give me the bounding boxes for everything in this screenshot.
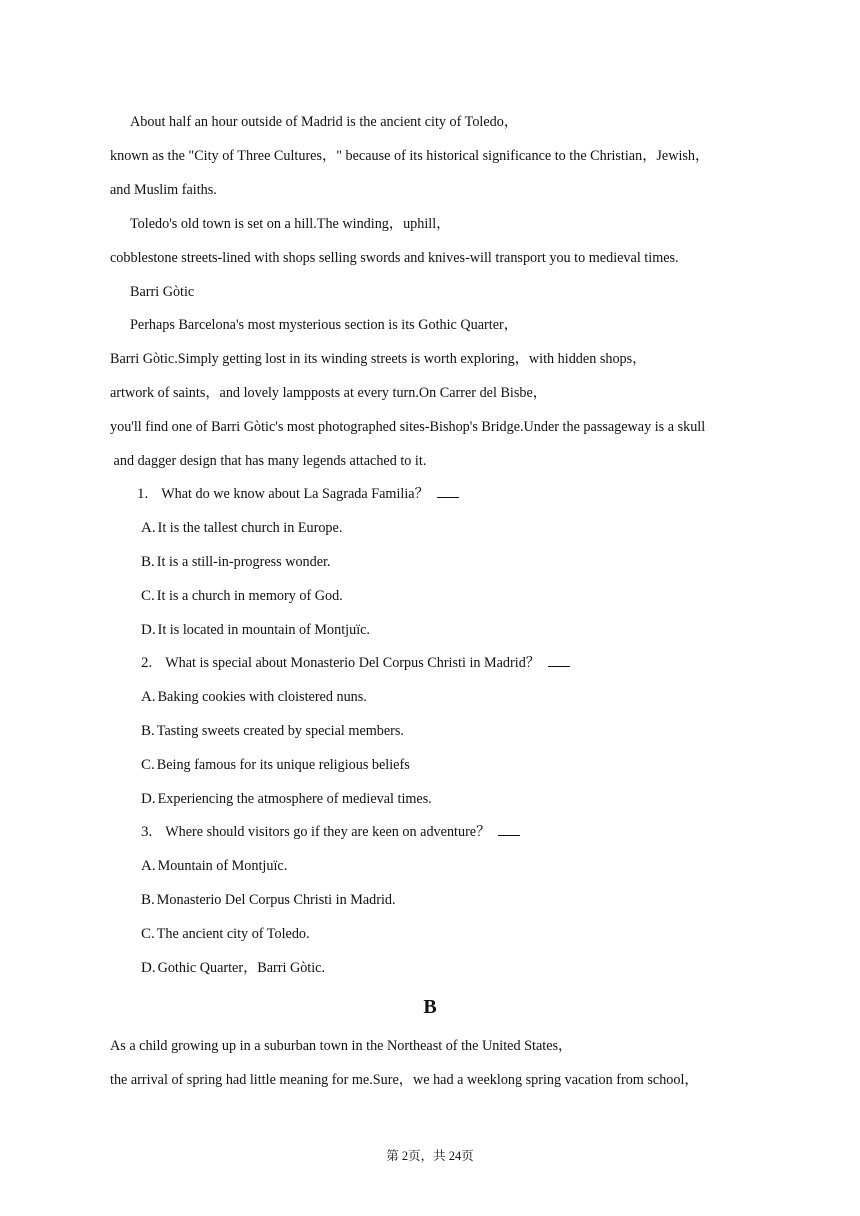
option-c xyxy=(141,756,410,774)
answer-blank[interactable] xyxy=(437,485,459,498)
option-d xyxy=(141,959,325,977)
option-text: Being famous for its unique religious beliefs xyxy=(156,757,410,773)
passage-line: Barri Gòtic.Simply getting lost in its winding streets is worth exploring，with hidden shops， xyxy=(110,351,647,367)
passage-line: About half an hour outside of Madrid is the ancient city of Toledo， xyxy=(130,114,519,130)
option-letter: B. xyxy=(141,892,155,908)
option-text: The ancient city of Toledo. xyxy=(156,926,310,942)
option-text: Experiencing the atmosphere of medieval times. xyxy=(157,791,432,807)
option-a xyxy=(141,857,287,875)
option-c xyxy=(141,925,310,943)
option-b xyxy=(141,553,331,571)
option-letter: A. xyxy=(141,520,156,536)
question-3 xyxy=(141,823,520,841)
option-a xyxy=(141,519,342,537)
question-number: 3. xyxy=(141,824,153,840)
passage-line: Toledo's old town is set on a hill.The winding，uphill， xyxy=(130,216,451,232)
option-text: It is a still-in-progress wonder. xyxy=(156,554,331,570)
passage-line: the arrival of spring had little meaning for me.Sure，we had a weeklong spring vacation from school， xyxy=(110,1072,699,1088)
option-text: It is located in mountain of Montjuïc. xyxy=(157,622,370,638)
option-letter: D. xyxy=(141,622,156,638)
option-text: Gothic Quarter，Barri Gòtic. xyxy=(157,960,326,976)
question-1 xyxy=(137,485,459,503)
option-letter: D. xyxy=(141,791,156,807)
option-text: Monasterio Del Corpus Christi in Madrid. xyxy=(156,892,396,908)
option-d xyxy=(141,790,432,808)
option-letter: A. xyxy=(141,858,156,874)
option-letter: A. xyxy=(141,689,156,705)
question-text: Where should visitors go if they are keen on adventure？ xyxy=(165,824,491,840)
question-2 xyxy=(141,654,570,672)
option-text: Tasting sweets created by special members. xyxy=(156,723,404,739)
option-a xyxy=(141,688,367,706)
section-heading: B xyxy=(423,996,437,1018)
page-footer: 第 2页，共 24页 xyxy=(386,1149,474,1163)
question-text: What do we know about La Sagrada Familia？ xyxy=(161,486,429,502)
option-b xyxy=(141,891,396,909)
option-text: Mountain of Montjuïc. xyxy=(157,858,288,874)
passage-line: known as the "City of Three Cultures，" because of its historical significance to the Christian，Jewish， xyxy=(110,148,710,164)
option-c xyxy=(141,587,343,605)
passage-line: and Muslim faiths. xyxy=(110,182,217,198)
option-text: It is a church in memory of God. xyxy=(156,588,343,604)
section-subheading: Barri Gòtic xyxy=(130,284,195,300)
option-letter: B. xyxy=(141,554,155,570)
option-letter: C. xyxy=(141,926,155,942)
question-text: What is special about Monasterio Del Corpus Christi in Madrid？ xyxy=(165,655,540,671)
option-text: Baking cookies with cloistered nuns. xyxy=(157,689,367,705)
passage-line: and dagger design that has many legends attached to it. xyxy=(110,453,427,469)
answer-blank[interactable] xyxy=(498,823,520,836)
option-letter: D. xyxy=(141,960,156,976)
question-number: 2. xyxy=(141,655,153,671)
passage-line: artwork of saints，and lovely lampposts at every turn.On Carrer del Bisbe， xyxy=(110,385,547,401)
option-text: It is the tallest church in Europe. xyxy=(157,520,343,536)
option-letter: C. xyxy=(141,757,155,773)
option-d xyxy=(141,621,370,639)
option-letter: B. xyxy=(141,723,155,739)
question-number: 1. xyxy=(137,486,149,502)
passage-line: cobblestone streets-lined with shops selling swords and knives-will transport you to medieval times. xyxy=(110,250,679,266)
passage-line: you'll find one of Barri Gòtic's most photographed sites-Bishop's Bridge.Under the passageway is a skull xyxy=(110,419,706,435)
option-letter: C. xyxy=(141,588,155,604)
passage-line: Perhaps Barcelona's most mysterious section is its Gothic Quarter， xyxy=(130,317,518,333)
option-b xyxy=(141,722,404,740)
passage-line: As a child growing up in a suburban town in the Northeast of the United States， xyxy=(110,1038,573,1054)
answer-blank[interactable] xyxy=(548,654,570,667)
